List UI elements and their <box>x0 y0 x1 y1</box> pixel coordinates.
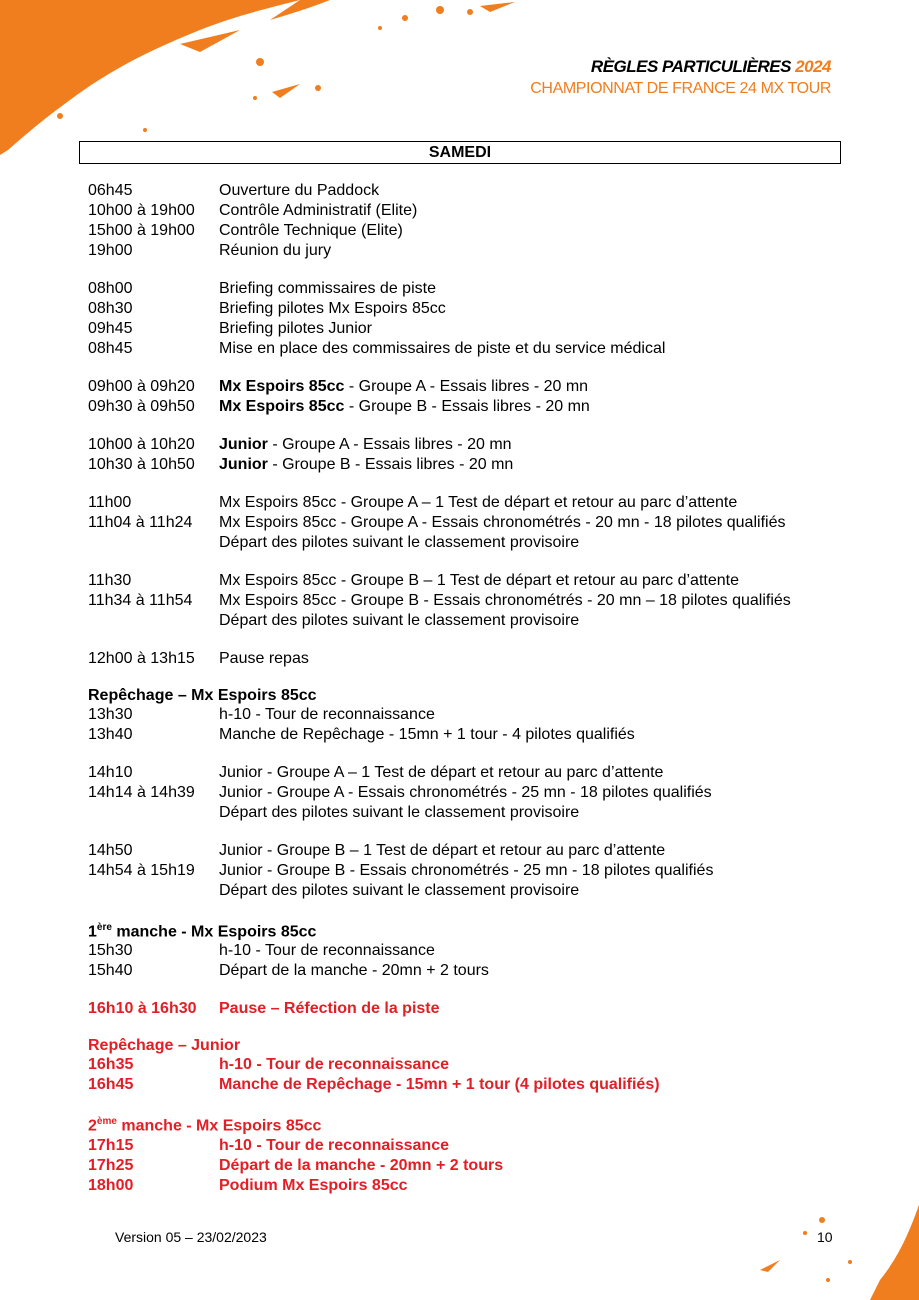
row-description <box>219 803 888 823</box>
document-header <box>530 56 831 100</box>
schedule-block <box>88 763 888 823</box>
row-description <box>219 571 888 591</box>
row-description-text: Contrôle Administratif (Elite) <box>219 202 418 219</box>
row-time <box>88 533 219 553</box>
schedule-row <box>88 493 888 513</box>
row-description-text: h-10 - Tour de reconnaissance <box>219 1056 449 1074</box>
schedule-row <box>88 1055 888 1075</box>
row-time: 06h45 <box>88 182 133 199</box>
row-time: 09h45 <box>88 320 133 337</box>
schedule-row <box>88 221 888 241</box>
header-title-text: RÈGLES PARTICULIÈRES <box>590 57 791 76</box>
schedule-row <box>88 1156 888 1176</box>
row-description-text: Junior - Groupe B – 1 Test de départ et retour au parc d’attente <box>219 842 666 859</box>
row-description <box>219 1156 888 1176</box>
schedule-row <box>88 803 888 823</box>
schedule-row <box>88 241 888 261</box>
section-title <box>88 687 888 705</box>
row-description-text: h-10 - Tour de reconnaissance <box>219 1136 449 1154</box>
schedule-row <box>88 299 888 319</box>
schedule-block <box>88 571 888 631</box>
row-description-text: Départ de la manche - 20mn + 2 tours <box>219 962 489 980</box>
schedule-row <box>88 181 888 201</box>
row-description-text: Départ des pilotes suivant le classement provisoire <box>219 612 580 629</box>
schedule-row <box>88 763 888 783</box>
row-description <box>219 783 888 803</box>
row-time: 17h15 <box>88 1136 134 1154</box>
row-time: 09h30 à 09h50 <box>88 398 195 415</box>
schedule-block <box>88 1037 888 1095</box>
row-description <box>219 1176 888 1196</box>
row-time: 17h25 <box>88 1156 134 1174</box>
row-description <box>219 493 888 513</box>
schedule-row <box>88 1176 888 1196</box>
section-label: manche - Mx Espoirs 85cc <box>116 1117 322 1135</box>
row-description-text: Départ des pilotes suivant le classement provisoire <box>219 804 580 821</box>
row-description-text: Mise en place des commissaires de piste et du service médical <box>219 340 666 357</box>
row-description-text: h-10 - Tour de reconnaissance <box>219 706 435 723</box>
schedule-row <box>88 435 888 455</box>
row-time: 11h04 à 11h24 <box>88 514 193 531</box>
row-time: 14h10 <box>88 764 133 781</box>
row-time: 11h34 à 11h54 <box>88 592 193 609</box>
row-time: 08h00 <box>88 280 133 297</box>
section-title <box>88 1113 888 1135</box>
row-description <box>219 221 888 241</box>
row-time: 19h00 <box>88 242 133 259</box>
row-description-text: Manche de Repêchage - 15mn + 1 tour - 4 pilotes qualifiés <box>219 726 635 743</box>
section-title <box>88 1037 888 1055</box>
row-description-text: Manche de Repêchage - 15mn + 1 tour (4 pilotes qualifiés) <box>219 1076 660 1094</box>
schedule-block <box>88 377 888 417</box>
row-time: 10h00 à 19h00 <box>88 202 195 219</box>
section-number: 2 <box>88 1117 97 1135</box>
row-time: 18h00 <box>88 1176 134 1194</box>
schedule-block <box>88 1113 888 1195</box>
schedule-row <box>88 455 888 475</box>
row-description-text: Briefing pilotes Mx Espoirs 85cc <box>219 300 446 317</box>
schedule-row <box>88 705 888 725</box>
row-description <box>219 649 888 669</box>
row-category: Mx Espoirs 85cc <box>219 398 345 415</box>
row-time: 15h00 à 19h00 <box>88 222 195 239</box>
row-description-text: Junior - Groupe A – 1 Test de départ et retour au parc d’attente <box>219 764 664 781</box>
schedule-row <box>88 339 888 359</box>
row-time: 15h30 <box>88 942 133 960</box>
section-label: Repêchage – Mx Espoirs 85cc <box>88 687 317 704</box>
row-description <box>219 841 888 861</box>
row-description <box>219 513 888 533</box>
row-description <box>219 279 888 299</box>
schedule-row <box>88 279 888 299</box>
row-time: 16h35 <box>88 1056 134 1074</box>
row-description-text: Junior - Groupe B - Essais chronométrés - 25 mn - 18 pilotes qualifiés <box>219 862 714 879</box>
row-description-text: Ouverture du Paddock <box>219 182 380 199</box>
row-description <box>219 397 888 417</box>
schedule-block <box>88 435 888 475</box>
schedule-row <box>88 533 888 553</box>
row-time: 16h45 <box>88 1076 134 1094</box>
row-description-text: Réunion du jury <box>219 242 332 259</box>
schedule-block <box>88 841 888 901</box>
row-category: Mx Espoirs 85cc <box>219 378 345 395</box>
header-title <box>530 56 831 78</box>
paint-splash-top-left <box>0 0 520 160</box>
schedule-block <box>88 919 888 981</box>
footer-version: Version 05 – 23/02/2023 <box>115 1229 267 1245</box>
row-description-text: Briefing commissaires de piste <box>219 280 436 297</box>
schedule-row <box>88 397 888 417</box>
day-title: SAMEDI <box>79 141 841 164</box>
schedule-row <box>88 649 888 669</box>
page-number: 10 <box>817 1229 833 1245</box>
row-description <box>219 611 888 631</box>
schedule-block <box>88 687 888 745</box>
row-description <box>219 241 888 261</box>
row-time: 09h00 à 09h20 <box>88 378 195 395</box>
schedule-block <box>88 999 888 1019</box>
row-description-text: Contrôle Technique (Elite) <box>219 222 403 239</box>
schedule-row <box>88 861 888 881</box>
row-description-text: Mx Espoirs 85cc - Groupe A – 1 Test de départ et retour au parc d’attente <box>219 494 738 511</box>
row-time: 08h30 <box>88 300 133 317</box>
row-time: 08h45 <box>88 340 133 357</box>
row-description-text: Pause repas <box>219 650 309 667</box>
section-title <box>88 919 888 941</box>
row-description-text: Mx Espoirs 85cc - Groupe B – 1 Test de départ et retour au parc d’attente <box>219 572 739 589</box>
row-description-text: Podium Mx Espoirs 85cc <box>219 1176 408 1194</box>
section-label: manche - Mx Espoirs 85cc <box>111 923 317 941</box>
row-description <box>219 1055 888 1075</box>
row-description <box>219 961 888 981</box>
schedule-row <box>88 725 888 745</box>
row-description <box>219 299 888 319</box>
row-description <box>219 319 888 339</box>
row-time: 14h50 <box>88 842 133 859</box>
row-description <box>219 435 888 455</box>
row-time: 13h40 <box>88 726 133 743</box>
schedule-row <box>88 783 888 803</box>
row-description <box>219 591 888 611</box>
row-time <box>88 881 219 901</box>
schedule-row <box>88 881 888 901</box>
row-description-text: Départ des pilotes suivant le classement provisoire <box>219 882 580 899</box>
row-description-text: - Groupe A - Essais libres - 20 mn <box>344 378 589 395</box>
row-description <box>219 999 888 1019</box>
schedule-block <box>88 649 888 669</box>
row-category: Junior <box>219 436 268 453</box>
row-description-text: Pause – Réfection de la piste <box>219 1000 440 1018</box>
row-description-text: Départ de la manche - 20mn + 2 tours <box>219 1156 504 1174</box>
row-description <box>219 881 888 901</box>
row-description <box>219 725 888 745</box>
row-time <box>88 803 219 823</box>
paint-splash-bottom-right <box>750 1200 919 1300</box>
schedule-row <box>88 941 888 961</box>
row-description-text: h-10 - Tour de reconnaissance <box>219 942 435 960</box>
row-description-text: Junior - Groupe A - Essais chronométrés - 25 mn - 18 pilotes qualifiés <box>219 784 712 801</box>
row-time: 11h30 <box>88 572 132 589</box>
row-description-text: - Groupe B - Essais libres - 20 mn <box>344 398 590 415</box>
schedule-row <box>88 999 888 1019</box>
row-description <box>219 705 888 725</box>
schedule-row <box>88 377 888 397</box>
schedule-row <box>88 1075 888 1095</box>
row-description <box>219 941 888 961</box>
row-time: 16h10 à 16h30 <box>88 1000 197 1018</box>
row-time <box>88 611 219 631</box>
row-description-text: Mx Espoirs 85cc - Groupe B - Essais chronométrés - 20 mn – 18 pilotes qualifiés <box>219 592 791 609</box>
row-description <box>219 201 888 221</box>
schedule-block <box>88 279 888 359</box>
section-number: 1 <box>88 923 97 941</box>
section-ordinal: ème <box>96 1116 117 1128</box>
row-time: 10h30 à 10h50 <box>88 456 195 473</box>
header-year: 2024 <box>795 57 831 76</box>
row-time: 13h30 <box>88 706 133 723</box>
schedule-row <box>88 319 888 339</box>
schedule-block <box>88 493 888 553</box>
row-time: 14h14 à 14h39 <box>88 784 195 801</box>
row-description <box>219 533 888 553</box>
schedule-block <box>88 181 888 261</box>
row-description <box>219 763 888 783</box>
row-time: 12h00 à 13h15 <box>88 650 195 667</box>
row-time: 15h40 <box>88 962 133 980</box>
row-description-text: - Groupe A - Essais libres - 20 mn <box>267 436 512 453</box>
section-label: Repêchage – Junior <box>88 1037 241 1055</box>
schedule-row <box>88 611 888 631</box>
row-time: 11h00 <box>88 494 132 511</box>
row-description-text: Départ des pilotes suivant le classement provisoire <box>219 534 580 551</box>
schedule-row <box>88 961 888 981</box>
row-description <box>219 455 888 475</box>
schedule-row <box>88 591 888 611</box>
row-description <box>219 1136 888 1156</box>
schedule-row <box>88 201 888 221</box>
row-category: Junior <box>219 456 268 473</box>
row-description-text: - Groupe B - Essais libres - 20 mn <box>267 456 514 473</box>
row-description <box>219 377 888 397</box>
schedule-row <box>88 513 888 533</box>
row-description-text: Briefing pilotes Junior <box>219 320 372 337</box>
schedule-row <box>88 1136 888 1156</box>
schedule-row <box>88 841 888 861</box>
header-subtitle: CHAMPIONNAT DE FRANCE 24 MX TOUR <box>530 80 831 97</box>
row-description <box>219 339 888 359</box>
row-description <box>219 861 888 881</box>
row-description-text: Mx Espoirs 85cc - Groupe A - Essais chronométrés - 20 mn - 18 pilotes qualifiés <box>219 514 786 531</box>
row-description <box>219 181 888 201</box>
row-description <box>219 1075 888 1095</box>
schedule <box>88 181 888 1214</box>
row-time: 14h54 à 15h19 <box>88 862 195 879</box>
schedule-row <box>88 571 888 591</box>
row-time: 10h00 à 10h20 <box>88 436 195 453</box>
section-ordinal: ère <box>96 922 112 933</box>
